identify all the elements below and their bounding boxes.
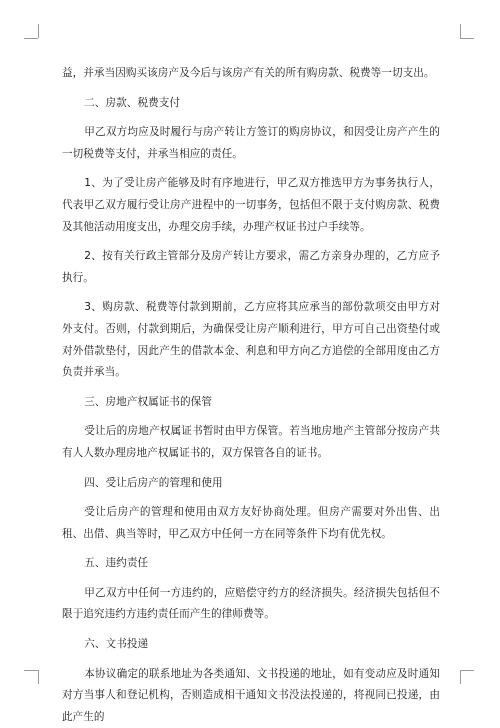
crop-mark-bottom-left-v [38,670,39,684]
paragraph: 甲乙双方均应及时履行与房产转让方签订的购房协议，和因受让房产产生的一切税费等支付，并承当相应的责任。 [62,126,440,160]
paragraph-item-2: 2、按有关行政主管部分及房产转让方要求，需乙方亲身办理的，乙方应予执行。 [62,250,440,284]
paragraph: 受让后房产的管理和使用由双方友好协商处理。但房产需要对外出售、出租、出借、典当等时，甲乙双方中任何一方在同等条件下均有优先权。 [62,506,440,540]
section-heading-management: 四、受让后房产的管理和使用 [84,476,223,489]
crop-mark-top-right-h [460,38,474,39]
paragraph: 本协议确定的联系地址为各类通知、文书投递的地址，如有变动应及时通知对方当事人和登记机构，否则造成相干通知文书没法投递的，将视同已投递，由此产生的 [62,667,440,723]
section-heading-delivery: 六、文书投递 [84,638,149,651]
paragraph-item-3: 3、购房款、税费等付款到期前，乙方应将其应承当的部份款项交由甲方对外支付。否则，付款到期后，为确保受让房产顺利进行，甲方可自己出资垫付或对外借款垫付，因此产生的借款本金、利息和甲方向乙方追偿的全部用度由乙方负责并承当。 [62,301,440,379]
document-body [62,63,440,728]
section-heading-payment: 二、房款、税费支付 [84,96,181,109]
crop-mark-bottom-left-h [24,670,38,671]
paragraph: 甲乙双方中任何一方违约的，应赔偿守约方的经济损失。经济损失包括但不限于追究违约方违约责任而产生的律师费等。 [62,586,440,621]
section-heading-liability: 五、违约责任 [84,557,149,570]
paragraph-continued: 益，并承当因购买该房产及今后与该房产有关的所有购房款、税费等一切支出。 [62,67,435,79]
crop-mark-top-right-v [460,24,461,38]
crop-mark-bottom-right-h [460,670,474,671]
crop-mark-top-left-v [38,24,39,38]
paragraph: 受让后的房地产权属证书暂时由甲方保管。若当地房地产主管部分按房产共有人人数办理房地产权属证书的，双方保管各自的证书。 [62,425,440,459]
crop-mark-bottom-right-v [460,670,461,684]
section-heading-certificate: 三、房地产权属证书的保管 [84,395,212,408]
paragraph-item-1: 1、为了受让房产能够及时有序地进行，甲乙双方推选甲方为事务执行人，代表甲乙双方履行受让房产进程中的一切事务，包括但不限于支付购房款、税费及其他活动用度支出，办理交房手续，办理产权证书过户手续等。 [62,177,440,233]
crop-mark-top-left-h [24,38,38,39]
